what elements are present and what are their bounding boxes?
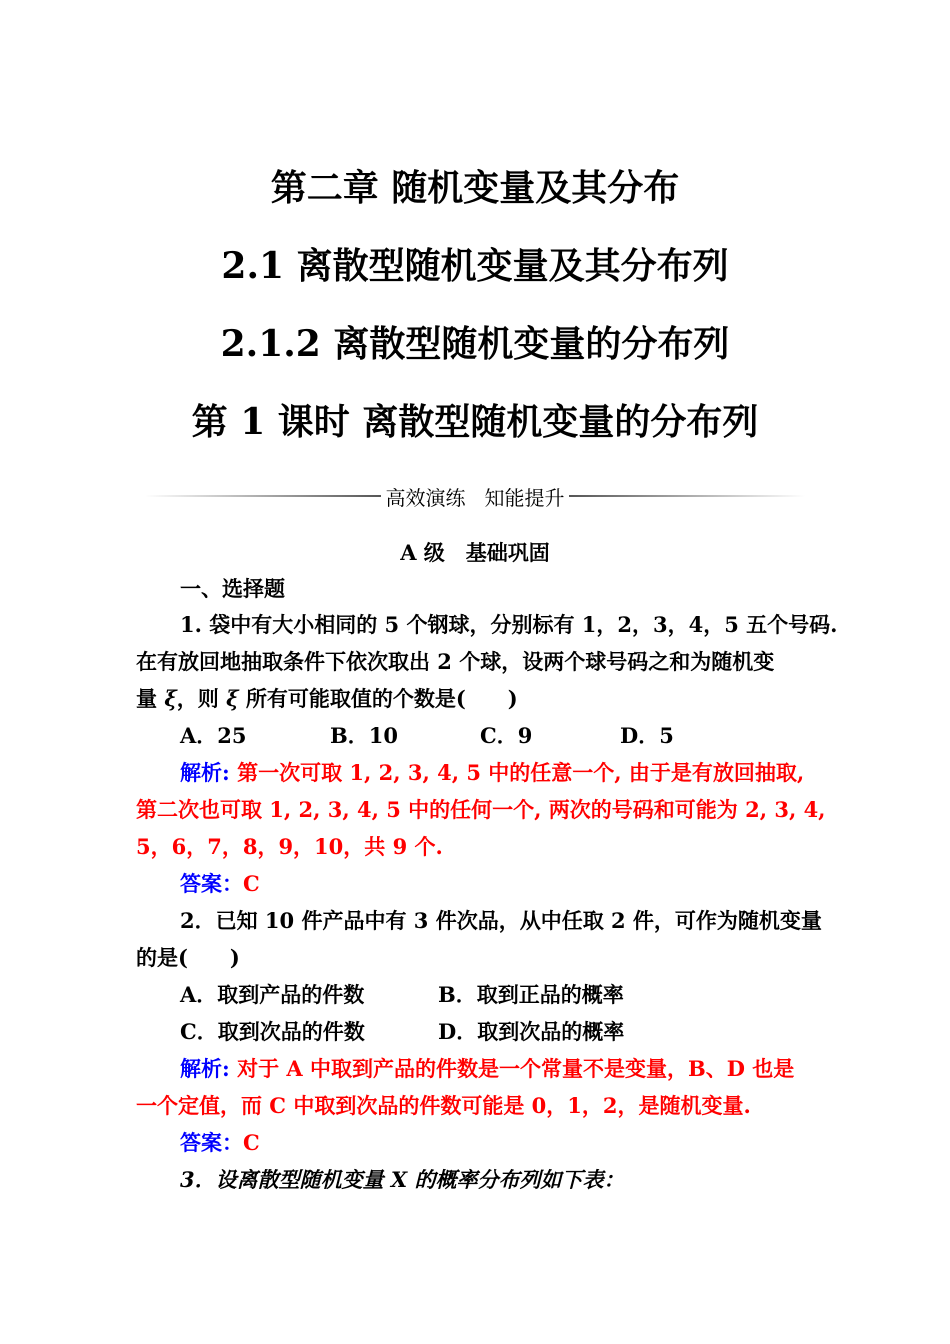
q2-answer-label: 答案：: [180, 1130, 243, 1155]
q2-line-2: 的是( ): [136, 945, 240, 970]
q1-analysis-line-1: [180, 758, 804, 788]
q1-line-3: [136, 684, 518, 714]
q2-analysis-line-2: 一个定值，而 C 中取到次品的件数可能是 0，1，2，是随机变量.: [136, 1093, 751, 1118]
q1-option-d: D．5: [620, 723, 674, 748]
q2-option-d: D．取到次品的概率: [438, 1019, 625, 1044]
q1-answer-value: C: [243, 871, 260, 896]
q2-option-b: B．取到正品的概率: [438, 982, 624, 1007]
q1-analysis-text-1: 第一次可取 1, 2, 3, 4, 5 中的任意一个, 由于是有放回抽取,: [229, 760, 805, 785]
q1-answer-label: 答案：: [180, 871, 243, 896]
q1-analysis-label: 解析:: [180, 760, 230, 785]
chapter-title: 第二章 随机变量及其分布: [270, 167, 680, 209]
q1-line-2: 在有放回地抽取条件下依次取出 2 个球，设两个球号码之和为随机变: [136, 649, 775, 674]
q1-variable-2: ξ: [226, 686, 239, 711]
q1-option-a: A．25: [180, 723, 247, 748]
part-heading: 一、选择题: [180, 576, 285, 601]
banner-text: 高效演练 知能提升: [385, 485, 565, 510]
level-heading: A 级 基础巩固: [400, 540, 550, 565]
section-title: 2.1 离散型随机变量及其分布列: [221, 245, 729, 287]
q1-line-3c: 所有可能取值的个数是( ): [238, 686, 518, 711]
q1-option-b: B．10: [330, 723, 398, 748]
q2-line-1: 2．已知 10 件产品中有 3 件次品，从中任取 2 件，可作为随机变量: [180, 908, 822, 933]
q2-option-a: A．取到产品的件数: [180, 982, 365, 1007]
q2-analysis-label: 解析:: [180, 1056, 230, 1081]
q1-line-3b: ，则: [176, 686, 227, 711]
banner-rule-left: [145, 495, 381, 497]
q2-analysis-line-1: [180, 1054, 794, 1084]
q1-analysis-line-3: 5，6，7，8，9，10，共 9 个.: [136, 834, 443, 859]
section-banner: [145, 482, 805, 510]
q2-answer-value: C: [243, 1130, 260, 1155]
q2-analysis-text-1: 对于 A 中取到产品的件数是一个常量不是变量，B、D 也是: [229, 1056, 795, 1081]
q1-analysis-line-2: 第二次也可取 1, 2, 3, 4, 5 中的任何一个, 两次的号码和可能为 2, 3, 4,: [136, 797, 826, 822]
subsection-title: 2.1.2 离散型随机变量的分布列: [220, 323, 730, 365]
q1-option-c: C．9: [480, 723, 533, 748]
lesson-title: 第 1 课时 离散型随机变量的分布列: [191, 401, 759, 443]
q2-answer: [180, 1128, 260, 1158]
q1-line-3a: 量: [136, 686, 165, 711]
q2-option-c: C．取到次品的件数: [180, 1019, 365, 1044]
q1-answer: [180, 869, 260, 899]
q1-line-1: 1. 袋中有大小相同的 5 个钢球，分别标有 1，2，3，4，5 五个号码.: [180, 612, 838, 637]
q3-line-1: 3．设离散型随机变量 X 的概率分布列如下表：: [180, 1167, 625, 1192]
q1-variable: ξ: [164, 686, 177, 711]
banner-rule-right: [569, 495, 805, 497]
